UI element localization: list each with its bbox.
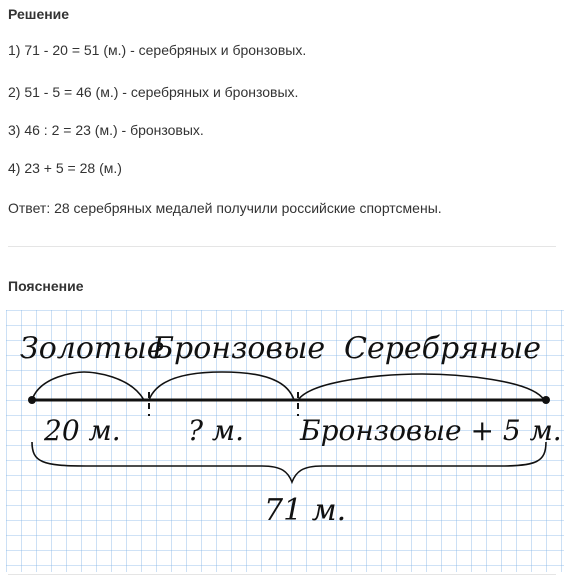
solution-step-3: 3) 46 : 2 = 23 (м.) - бронзовых. — [8, 122, 204, 138]
segment-start-point — [28, 396, 36, 404]
label-bronze: Бронзовые — [152, 331, 326, 366]
explanation-heading: Пояснение — [8, 278, 84, 294]
value-bronze: ? м. — [188, 414, 245, 447]
value-silver: Бронзовые + 5 м. — [300, 414, 562, 447]
total-value: 71 м. — [264, 493, 347, 528]
solution-step-4: 4) 23 + 5 = 28 (м.) — [8, 160, 122, 176]
bottom-divider — [8, 574, 556, 575]
segment-diagram — [6, 310, 564, 572]
solution-heading: Решение — [8, 6, 70, 22]
solution-answer: Ответ: 28 серебряных медалей получили российские спортсмены. — [8, 200, 442, 216]
label-silver: Серебряные — [344, 331, 541, 366]
label-gold: Золотые — [20, 331, 165, 366]
section-divider — [8, 246, 556, 247]
solution-step-2: 2) 51 - 5 = 46 (м.) - серебряных и бронзовых. — [8, 84, 299, 100]
solution-step-1: 1) 71 - 20 = 51 (м.) - серебряных и бронзовых. — [8, 42, 307, 58]
value-gold: 20 м. — [44, 414, 121, 447]
segment-end-point — [542, 396, 550, 404]
